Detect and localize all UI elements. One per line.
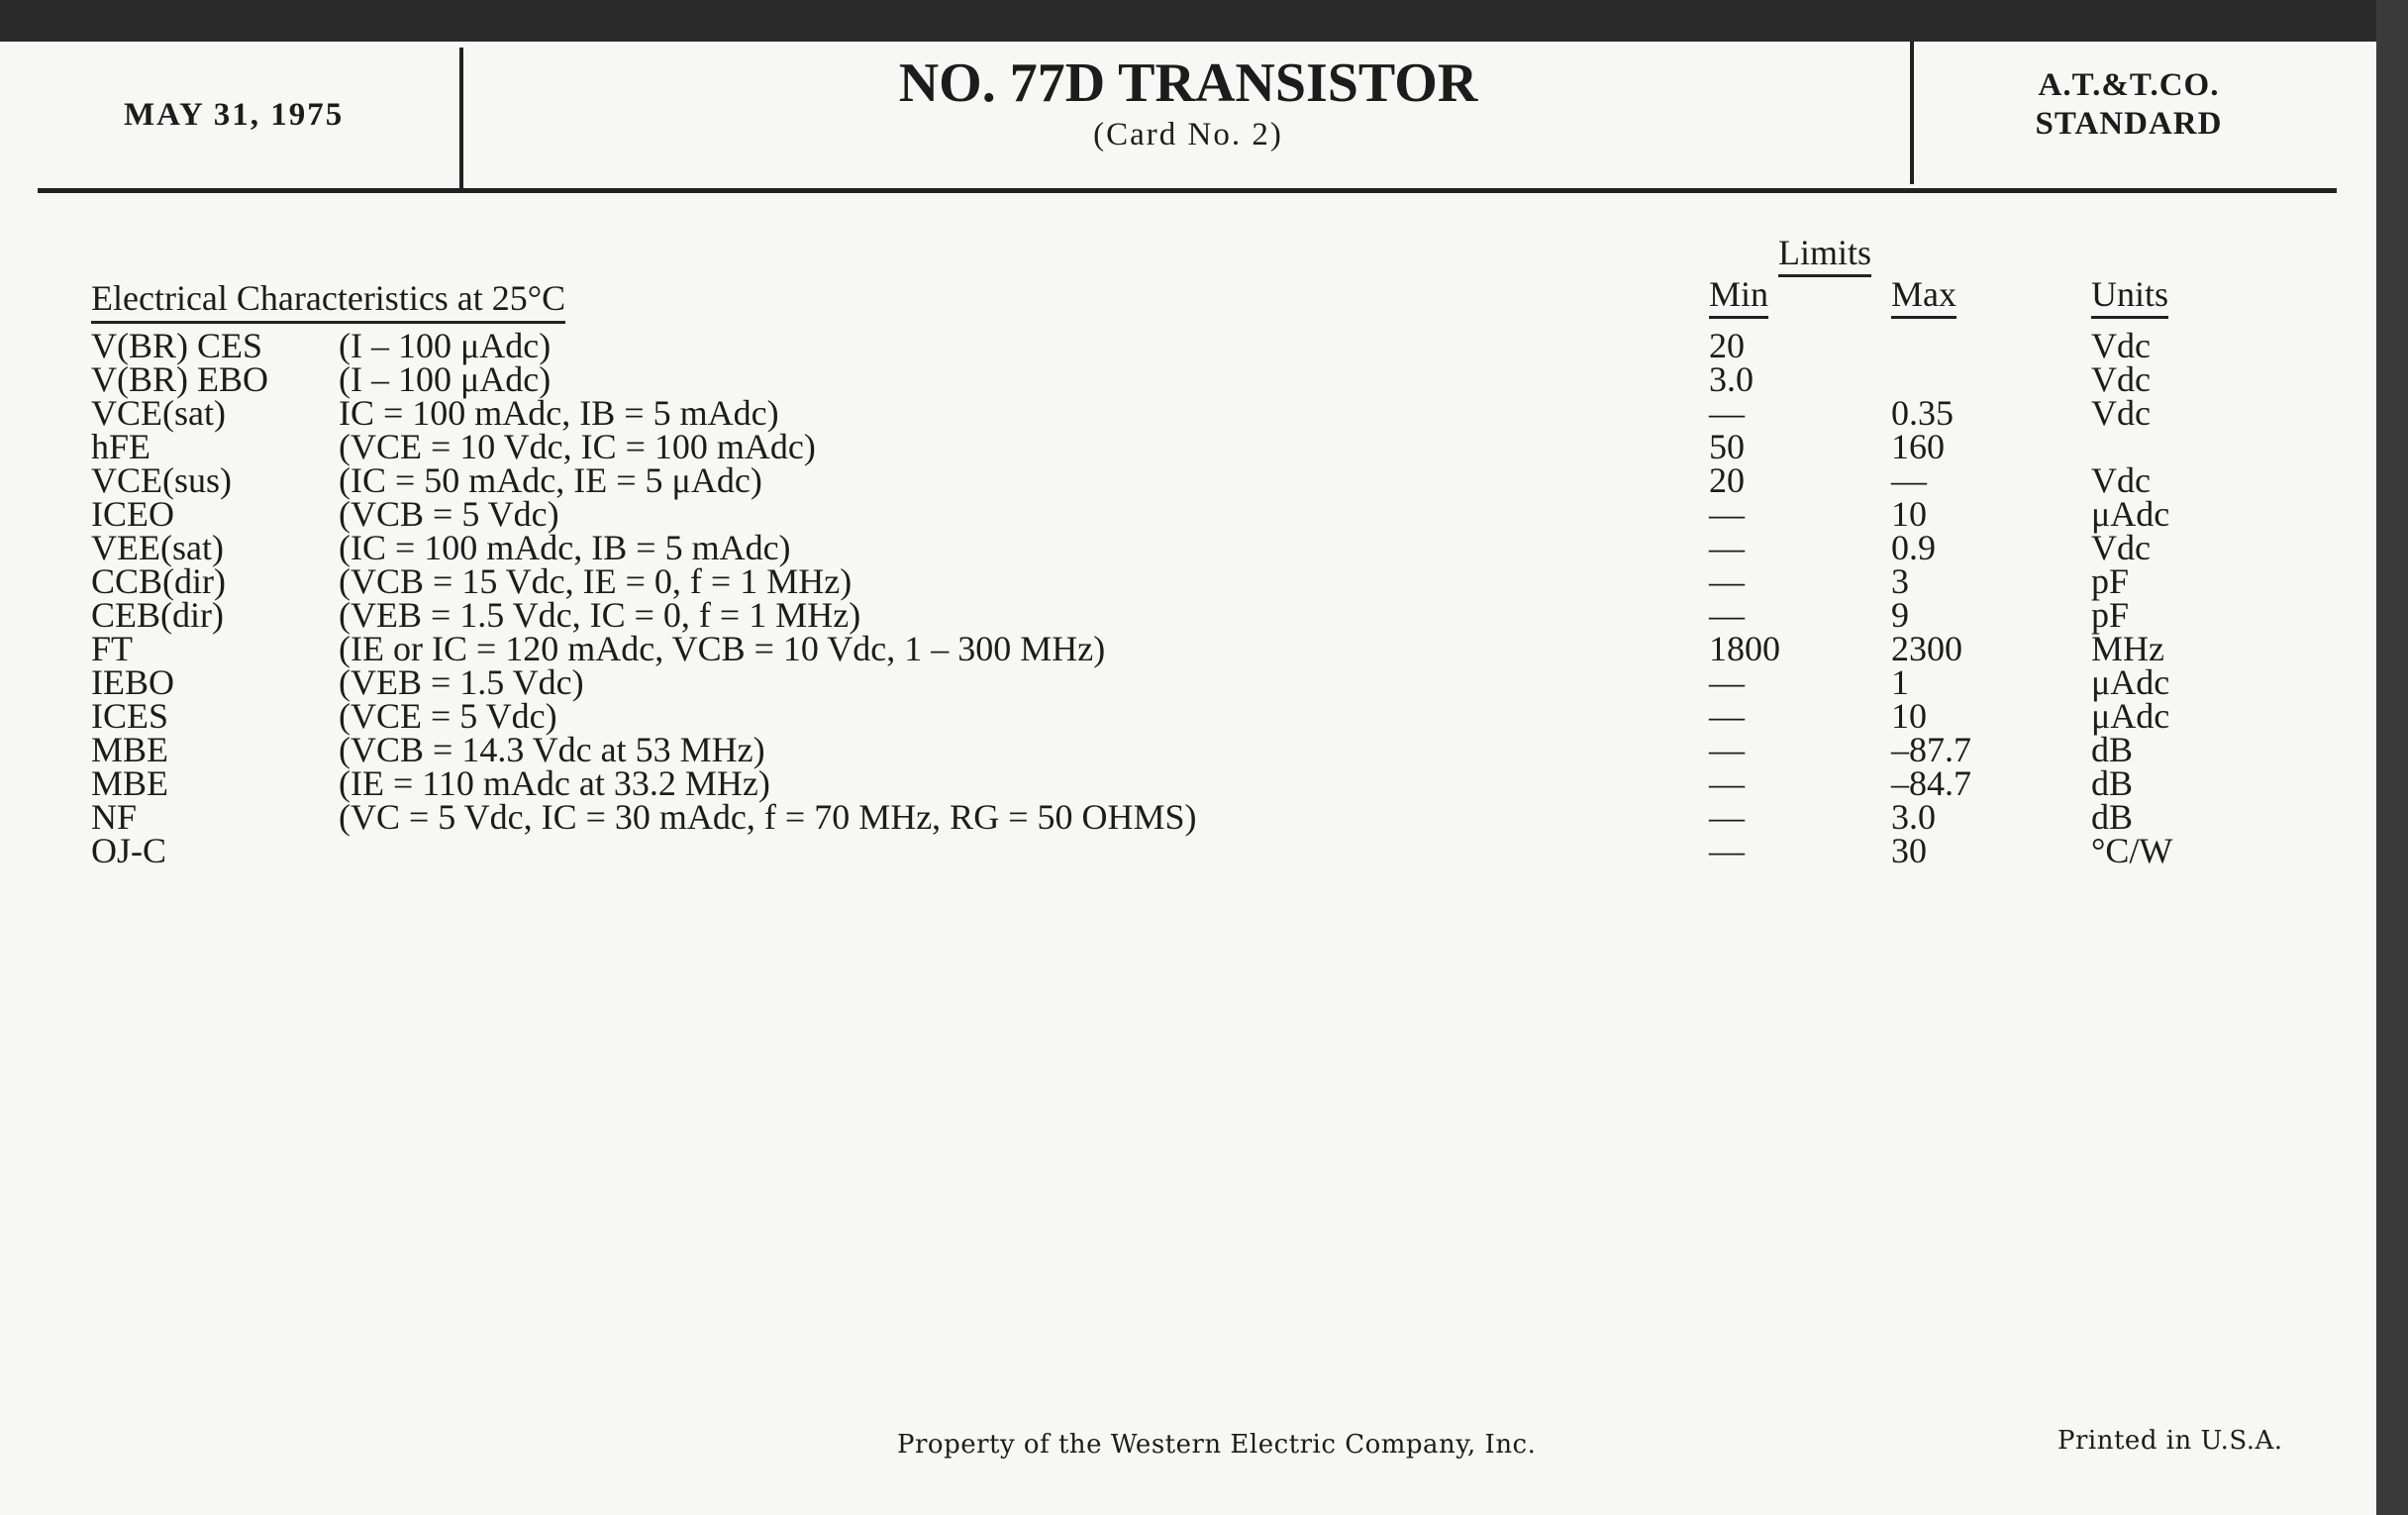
min-heading: Min [1709,273,1768,319]
param-min: 3.0 [1709,359,1754,399]
param-condition: (VC = 5 Vdc, IC = 30 mAdc, f = 70 MHz, RG = 50 OHMS) [339,797,1197,837]
header-rule [38,188,2337,193]
param-symbol: FT [91,629,134,668]
param-symbol: CCB(dir) [91,561,227,601]
param-unit: μAdc [2091,662,2170,702]
standard-label: STANDARD [2035,106,2223,142]
param-min: — [1709,696,1745,736]
param-unit: Vdc [2091,326,2151,365]
param-condition: (VCE = 5 Vdc) [339,696,557,736]
param-min: — [1709,662,1745,702]
limits-heading: Limits [1778,232,1871,277]
param-min: — [1709,730,1745,769]
table-row [0,797,2376,837]
param-min: — [1709,561,1745,601]
table-row [0,696,2376,736]
printed-notice: Printed in U.S.A. [2057,1426,2283,1456]
param-symbol: VCE(sus) [91,460,232,500]
param-max: –87.7 [1891,730,1971,769]
param-unit: Vdc [2091,359,2151,399]
param-unit: μAdc [2091,494,2170,534]
param-max: 3 [1891,561,1909,601]
param-max: 1 [1891,662,1909,702]
param-unit: dB [2091,763,2134,803]
table-row [0,561,2376,601]
param-symbol: ICEO [91,494,174,534]
param-symbol: OJ-C [91,831,167,870]
card-edge-shadow [2376,0,2408,1515]
param-max: 9 [1891,595,1909,635]
param-min: — [1709,595,1745,635]
section-title: Electrical Characteristics at 25°C [91,277,565,324]
card-subtitle: (Card No. 2) [1093,117,1283,152]
max-heading: Max [1891,273,1956,319]
param-condition: (IC = 50 mAdc, IE = 5 μAdc) [339,460,762,500]
param-unit: dB [2091,730,2134,769]
table-row [0,629,2376,668]
param-max: 10 [1891,696,1927,736]
table-row [0,595,2376,635]
card-date: MAY 31, 1975 [124,97,345,133]
param-condition: (VCE = 10 Vdc, IC = 100 mAdc) [339,427,816,466]
param-unit: °C/W [2091,831,2173,870]
param-symbol: hFE [91,427,151,466]
param-min: — [1709,494,1745,534]
param-unit: μAdc [2091,696,2170,736]
param-min: — [1709,797,1745,837]
table-row [0,427,2376,466]
param-symbol: V(BR) CES [91,326,263,365]
param-condition: (IE = 110 mAdc at 33.2 MHz) [339,763,770,803]
param-max: 10 [1891,494,1927,534]
param-unit: Vdc [2091,460,2151,500]
param-min: 1800 [1709,629,1780,668]
param-condition: (VCB = 15 Vdc, IE = 0, f = 1 MHz) [339,561,853,601]
param-unit: pF [2091,595,2130,635]
param-condition: (VCB = 5 Vdc) [339,494,559,534]
table-row [0,831,2376,870]
table-row [0,326,2376,365]
param-min: 20 [1709,326,1745,365]
param-symbol: MBE [91,730,169,769]
param-symbol: V(BR) EBO [91,359,268,399]
table-row [0,763,2376,803]
param-unit: Vdc [2091,393,2151,433]
param-unit: dB [2091,797,2134,837]
param-max: 2300 [1891,629,1962,668]
property-notice: Property of the Western Electric Company, Inc. [897,1430,1537,1460]
param-max: 0.35 [1891,393,1954,433]
table-row [0,494,2376,534]
param-max: 3.0 [1891,797,1936,837]
header-divider-left [459,48,463,190]
param-condition: (VCB = 14.3 Vdc at 53 MHz) [339,730,765,769]
standard-org: A.T.&T.CO. [2038,67,2220,103]
param-symbol: VCE(sat) [91,393,226,433]
param-max: 0.9 [1891,528,1936,567]
card-title: NO. 77D TRANSISTOR [898,52,1478,114]
units-heading: Units [2091,273,2168,319]
param-symbol: ICES [91,696,169,736]
param-condition: IC = 100 mAdc, IB = 5 mAdc) [339,393,779,433]
param-symbol: CEB(dir) [91,595,224,635]
table-row [0,460,2376,500]
param-max: — [1891,460,1927,500]
param-min: 50 [1709,427,1745,466]
param-symbol: IEBO [91,662,174,702]
table-row [0,730,2376,769]
param-symbol: VEE(sat) [91,528,224,567]
param-condition: (IC = 100 mAdc, IB = 5 mAdc) [339,528,791,567]
param-min: — [1709,763,1745,803]
table-row [0,359,2376,399]
param-condition: (IE or IC = 120 mAdc, VCB = 10 Vdc, 1 – 300 MHz) [339,629,1106,668]
table-row [0,393,2376,433]
table-row [0,528,2376,567]
param-condition: (I – 100 μAdc) [339,359,552,399]
param-min: — [1709,831,1745,870]
param-min: 20 [1709,460,1745,500]
param-unit: MHz [2091,629,2164,668]
param-condition: (VEB = 1.5 Vdc, IC = 0, f = 1 MHz) [339,595,861,635]
param-symbol: NF [91,797,138,837]
param-unit: pF [2091,561,2130,601]
param-condition: (I – 100 μAdc) [339,326,552,365]
param-symbol: MBE [91,763,169,803]
param-condition: (VEB = 1.5 Vdc) [339,662,584,702]
param-min: — [1709,528,1745,567]
param-max: 160 [1891,427,1945,466]
param-min: — [1709,393,1745,433]
param-max: 30 [1891,831,1927,870]
table-row [0,662,2376,702]
param-max: –84.7 [1891,763,1971,803]
param-unit: Vdc [2091,528,2151,567]
